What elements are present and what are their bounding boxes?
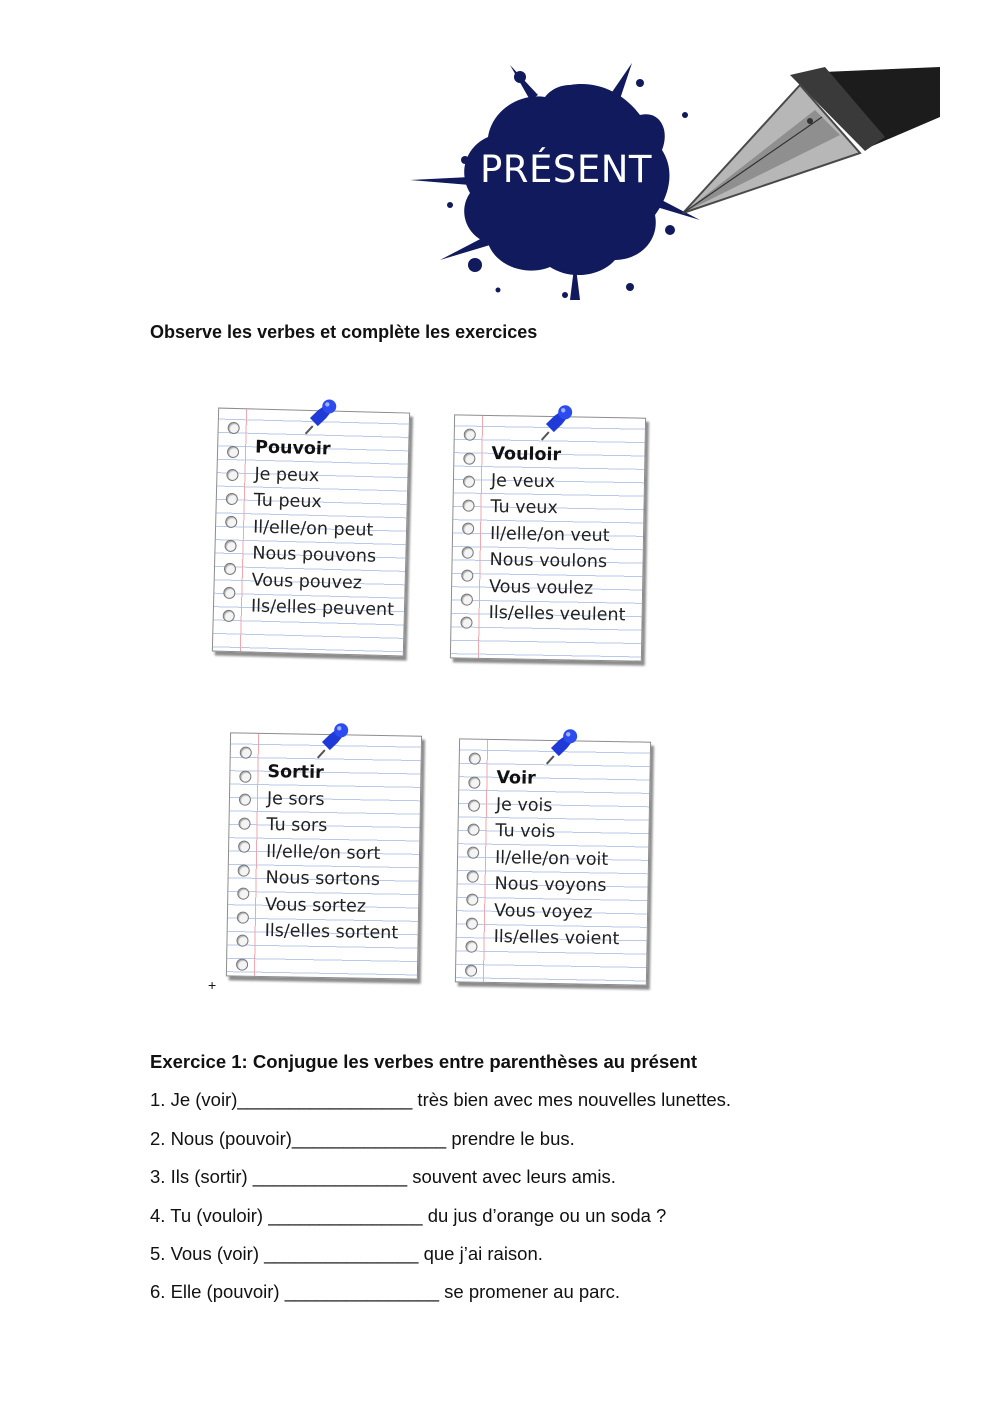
conjugation-line: Nous sortons <box>265 868 381 890</box>
conjugation-line: Il/elle/on sort <box>265 841 381 864</box>
conjugation-line: Tu sors <box>266 815 328 837</box>
verb-name: Vouloir <box>491 444 562 466</box>
conjugation-line: Je peux <box>254 464 320 486</box>
conjugation-line: Nous pouvons <box>252 543 377 567</box>
fountain-pen-icon <box>683 67 940 213</box>
verb-card-sortir <box>226 732 420 977</box>
conjugation-line: Je veux <box>490 470 556 492</box>
banner-title: PRÉSENT <box>479 148 653 191</box>
exercise-item-3: 3. Ils (sortir) _______________ souvent avec leurs amis. <box>150 1166 616 1187</box>
pushpin-icon <box>545 726 580 767</box>
verb-card-voir <box>455 738 649 983</box>
exercise-title: Exercice 1: Conjugue les verbes entre parenthèses au présent <box>150 1051 698 1072</box>
conjugation-line: Je sors <box>266 788 325 810</box>
conjugation-line: Tu vois <box>495 821 556 843</box>
conjugation-line: Nous voyons <box>494 874 607 896</box>
exercise-item-6: 6. Elle (pouvoir) _______________ se promener au parc. <box>150 1281 621 1302</box>
verb-card-vouloir <box>450 414 644 659</box>
pushpin-icon <box>540 402 575 443</box>
present-banner <box>370 55 950 310</box>
verb-name: Sortir <box>267 762 324 783</box>
exercise-item-4: 4. Tu (vouloir) _______________ du jus d’orange ou un soda ? <box>150 1205 667 1226</box>
conjugation-line: Tu peux <box>253 490 323 513</box>
conjugation-line: Vous voulez <box>488 576 594 599</box>
conjugation-line: Vous pouvez <box>251 569 363 593</box>
exercise-item-1: 1. Je (voir)_________________ très bien avec mes nouvelles lunettes. <box>150 1089 732 1110</box>
conjugation-line: Vous voyez <box>493 900 593 923</box>
conjugation-line: Tu veux <box>490 497 558 519</box>
conjugation-line: Je vois <box>495 794 553 816</box>
conjugation-line: Il/elle/on veut <box>489 523 610 546</box>
exercise-item-5: 5. Vous (voir) _______________ que j’ai raison. <box>150 1243 543 1264</box>
conjugation-line: Ils/elles sortent <box>264 920 399 944</box>
exercise-item-2: 2. Nous (pouvoir)_______________ prendre le bus. <box>150 1128 575 1149</box>
pushpin-icon <box>316 720 351 761</box>
plus-mark: + <box>208 977 217 993</box>
conjugation-line: Ils/elles peuvent <box>250 596 395 621</box>
conjugation-line: Il/elle/on voit <box>494 847 609 870</box>
verb-name: Pouvoir <box>254 437 331 460</box>
verb-card-pouvoir <box>212 408 408 655</box>
conjugation-line: Ils/elles veulent <box>488 602 626 626</box>
verb-name: Voir <box>496 768 536 789</box>
instruction-text: Observe les verbes et complète les exercices <box>150 322 538 342</box>
conjugation-line: Il/elle/on peut <box>252 517 374 541</box>
conjugation-line: Vous sortez <box>264 894 367 917</box>
conjugation-line: Ils/elles voient <box>493 926 620 950</box>
conjugation-line: Nous voulons <box>489 550 608 573</box>
pushpin-icon <box>303 396 338 437</box>
